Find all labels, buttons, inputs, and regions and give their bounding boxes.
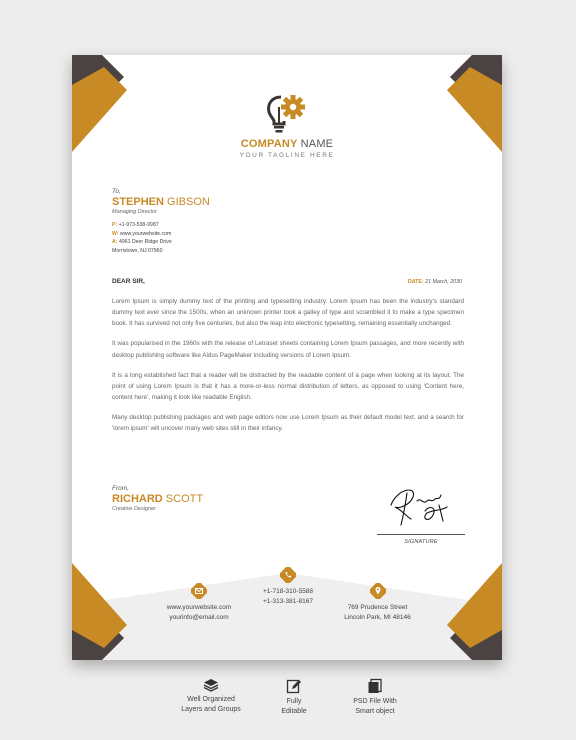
recipient-last-name: GIBSON <box>167 196 210 208</box>
recipient-web-row <box>112 230 210 239</box>
letter-date <box>408 279 462 285</box>
footer-web: www.yourwebsite.com <box>166 604 232 611</box>
recipient-name <box>112 196 210 208</box>
letterhead-page <box>72 55 502 660</box>
feature-editable-line2: Editable <box>281 708 307 715</box>
body-paragraph: Many desktop publishing packages and web page editors now use Lorem Ipsum as their default model text, and a search for 'lorem ipsum' will uncover many web sites still in their infancy. <box>112 414 464 433</box>
recipient-address-line1: 4961 Deer Ridge Drive <box>118 239 172 245</box>
recipient-phone-row <box>112 221 210 230</box>
feature-psd <box>337 678 413 717</box>
file-icon <box>367 678 383 694</box>
feature-layers-line2: Layers and Groups <box>181 706 241 713</box>
handwritten-signature <box>377 483 465 529</box>
signature-label: SIGNATURE <box>404 539 438 545</box>
recipient-address-line2: Morristown, NJ 07960 <box>112 247 163 254</box>
footer-phone1: +1-718-310-5588 <box>262 588 314 595</box>
body-paragraph: It is a long established fact that a reader will be distracted by the readable content of a page when looking at its layout. The point of using Lorem Ipsum is that it has a more-or-less normal distribution of letters, as opposed to using 'Content here, content here', making it look like readable English. <box>112 371 464 402</box>
edit-icon <box>286 678 302 694</box>
footer-address-line1: 769 Prudence Street <box>347 604 408 611</box>
from-label: From, <box>112 485 129 492</box>
footer-address <box>330 583 425 622</box>
email-icon <box>191 583 207 599</box>
letter-body <box>112 296 464 443</box>
to-label: To, <box>112 188 121 195</box>
sender-block <box>112 485 203 512</box>
recipient-address-row <box>112 238 210 247</box>
company-tagline: YOUR TAGLINE HERE <box>239 152 335 159</box>
recipient-contact <box>112 221 210 255</box>
feature-editable-line1: Fully <box>286 698 302 705</box>
recipient-phone: +1-973-538-9987 <box>118 222 159 228</box>
bottom-left-corner-decoration <box>72 560 132 660</box>
sender-last-name: SCOTT <box>165 493 204 505</box>
address-key: A: <box>112 239 118 245</box>
date-label: DATE: <box>407 279 424 285</box>
feature-psd-line1: PSD File With <box>353 698 397 705</box>
body-paragraph: Lorem Ipsum is simply dummy text of the printing and typesetting industry. Lorem Ipsum has been the industry's standard dummy text ever since the 1500s, when an unknown printer took a galley of type and scrambled it to make a type specimen book. It has survived not only five centuries, but also the leap into electronic typesetting, remaining essentially unchanged. <box>112 298 464 328</box>
footer-address-line2: Lincoln Park, MI 48146 <box>344 613 411 621</box>
recipient-block <box>112 188 210 255</box>
layers-icon <box>203 678 219 692</box>
company-name-bold: COMPANY <box>240 138 298 150</box>
recipient-web: www.yourwebsite.com <box>119 230 172 237</box>
salutation: DEAR SIR, <box>112 278 145 285</box>
sender-title: Creative Designer <box>112 506 157 512</box>
web-key: W: <box>112 230 119 237</box>
footer-phones <box>243 567 333 606</box>
feature-layers <box>170 678 252 715</box>
sender-name <box>112 493 203 505</box>
location-pin-icon <box>370 583 386 599</box>
recipient-title: Managing Director <box>112 209 157 215</box>
lightbulb-gear-icon <box>264 93 310 135</box>
company-name-light: NAME <box>300 138 334 150</box>
body-paragraph: It was popularised in the 1960s with the release of Letraset sheets containing Lorem Ipsum passages, and more recently with desktop publishing software like Aldus PageMaker including versions of Lorem Ipsum. <box>112 340 464 359</box>
footer-web-email <box>154 583 244 622</box>
bottom-right-corner-decoration <box>442 560 502 660</box>
feature-layers-line1: Well Organized <box>187 696 235 703</box>
footer-email: yourinfo@email.com <box>169 613 229 621</box>
sender-first-name: RICHARD <box>112 493 163 505</box>
recipient-first-name: STEPHEN <box>112 196 164 208</box>
phone-key: P: <box>112 222 118 228</box>
feature-psd-line2: Smart object <box>355 708 395 715</box>
feature-editable <box>264 678 324 717</box>
signature-line <box>377 534 465 535</box>
company-logo <box>72 93 502 159</box>
signature-block <box>377 483 465 545</box>
phone-icon <box>280 567 296 583</box>
footer-phone2: +1-313-381-8167 <box>262 597 314 605</box>
date-value: 21 March, 2030 <box>425 279 462 285</box>
company-name <box>72 138 502 150</box>
